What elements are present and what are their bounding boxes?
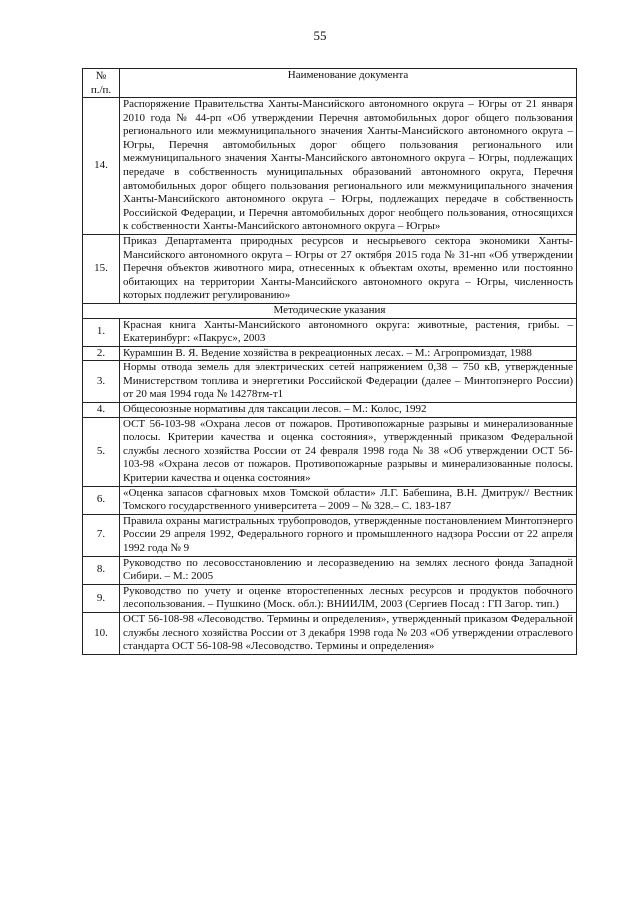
row-number: 7. [83,514,120,556]
document-title: Приказ Департамента природных ресурсов и несырьевого сектора экономики Ханты-Мансийского автономного округа – Югры от 27 октября 2015 года № 31-нп «Об утверждении Перечня объектов животного мира, отнесенных к объектам охоты, временно или постоянно обитающих на территории Ханты-Мансийского автономного округа – Югры, численность которых подлежит регулированию» [120,234,577,303]
table-row [83,346,577,361]
document-title: Общесоюзные нормативы для таксации лесов. – М.: Колос, 1992 [120,403,577,418]
table-row [83,403,577,418]
column-header-number [83,69,120,98]
document-title: Распоряжение Правительства Ханты-Мансийского автономного округа – Югры от 21 января 2010 года № 44-рп «Об утверждении Перечня автомобильных дорог общего пользования регионального или межмуниципального значения Ханты-Мансийского автономного округа – Югры, Перечня автомобильных дорог общего пользования регионального или межмуниципального значения Ханты-Мансийского автономного округа – Югры, подлежащих передаче в собственность муниципальных образований автономного округа, Перечня автомобильных дорог общего пользования регионального или межмуниципального значения Ханты-Мансийского автономного округа – Югры, подлежащих передаче в собственность Российской Федерации, и Перечня автомобильных дорог необщего пользования, относящихся к собственности Ханты-Мансийского автономного округа – Югры» [120,98,577,235]
section-row [83,303,577,318]
table-row [83,361,577,403]
row-number: 3. [83,361,120,403]
section-title: Методические указания [83,303,577,318]
document-title: Красная книга Ханты-Мансийского автономного округа: животные, растения, грибы. – Екатеринбург: «Пакрус», 2003 [120,318,577,346]
row-number: 4. [83,403,120,418]
row-number: 6. [83,486,120,514]
row-number: 8. [83,556,120,584]
row-number: 5. [83,417,120,486]
document-title: Курамшин В. Я. Ведение хозяйства в рекреационных лесах. – М.: Агропромиздат, 1988 [120,346,577,361]
table-row [83,234,577,303]
row-number: 2. [83,346,120,361]
table-row [83,98,577,235]
row-number: 1. [83,318,120,346]
document-title: «Оценка запасов сфагновых мхов Томской области» Л.Г. Бабешина, В.Н. Дмитрук// Вестник Томского государственного университета – 2009 – № 328.– С. 183-187 [120,486,577,514]
table-row [83,612,577,654]
table-row [83,318,577,346]
row-number: 10. [83,612,120,654]
table-header-row [83,69,577,98]
table-row [83,417,577,486]
row-number: 9. [83,584,120,612]
documents-table [82,68,577,655]
table-row [83,584,577,612]
document-title: ОСТ 56-103-98 «Охрана лесов от пожаров. Противопожарные разрывы и минерализованные полосы. Критерии качества и оценка состояния», утвержденный приказом Федеральной службы лесного хозяйства России от 24 февраля 1998 года № 38 «Об утверждении ОСТ 56-103-98 «Охрана лесов от пожаров. Противопожарные разрывы и минерализованные полосы. Критерии качества и оценка состояния» [120,417,577,486]
column-header-document-name: Наименование документа [120,69,577,98]
document-title: Правила охраны магистральных трубопроводов, утвержденные постановлением Минтопэнерго России 29 апреля 1992, Федерального горного и промышленного надзора России от 22 апреля 1992 года № 9 [120,514,577,556]
document-title: ОСТ 56-108-98 «Лесоводство. Термины и определения», утвержденный приказом Федеральной службы лесного хозяйства России от 3 декабря 1998 года № 203 «Об утверждении отраслевого стандарта ОСТ 56-108-98 «Лесоводство. Термины и определения» [120,612,577,654]
page-number: 55 [313,28,327,43]
table-row [83,556,577,584]
column-header-number-line1: № [95,70,107,82]
column-header-number-line2: п./п. [90,84,112,96]
table-row [83,486,577,514]
row-number: 15. [83,234,120,303]
row-number: 14. [83,98,120,235]
table-row [83,514,577,556]
document-title: Руководство по лесовосстановлению и лесоразведению на землях лесного фонда Западной Сибири. – М.: 2005 [120,556,577,584]
document-title: Руководство по учету и оценке второстепенных лесных ресурсов и продуктов побочного лесопользования. – Пушкино (Моск. обл.): ВНИИЛМ, 2003 (Сергиев Посад : ГП Загор. тип.) [120,584,577,612]
document-title: Нормы отвода земель для электрических сетей напряжением 0,38 – 750 кВ, утвержденные Министерством топлива и энергетики Российской Федерации (далее – Минтопэнерго России) от 20 мая 1994 года № 14278тм-т1 [120,361,577,403]
